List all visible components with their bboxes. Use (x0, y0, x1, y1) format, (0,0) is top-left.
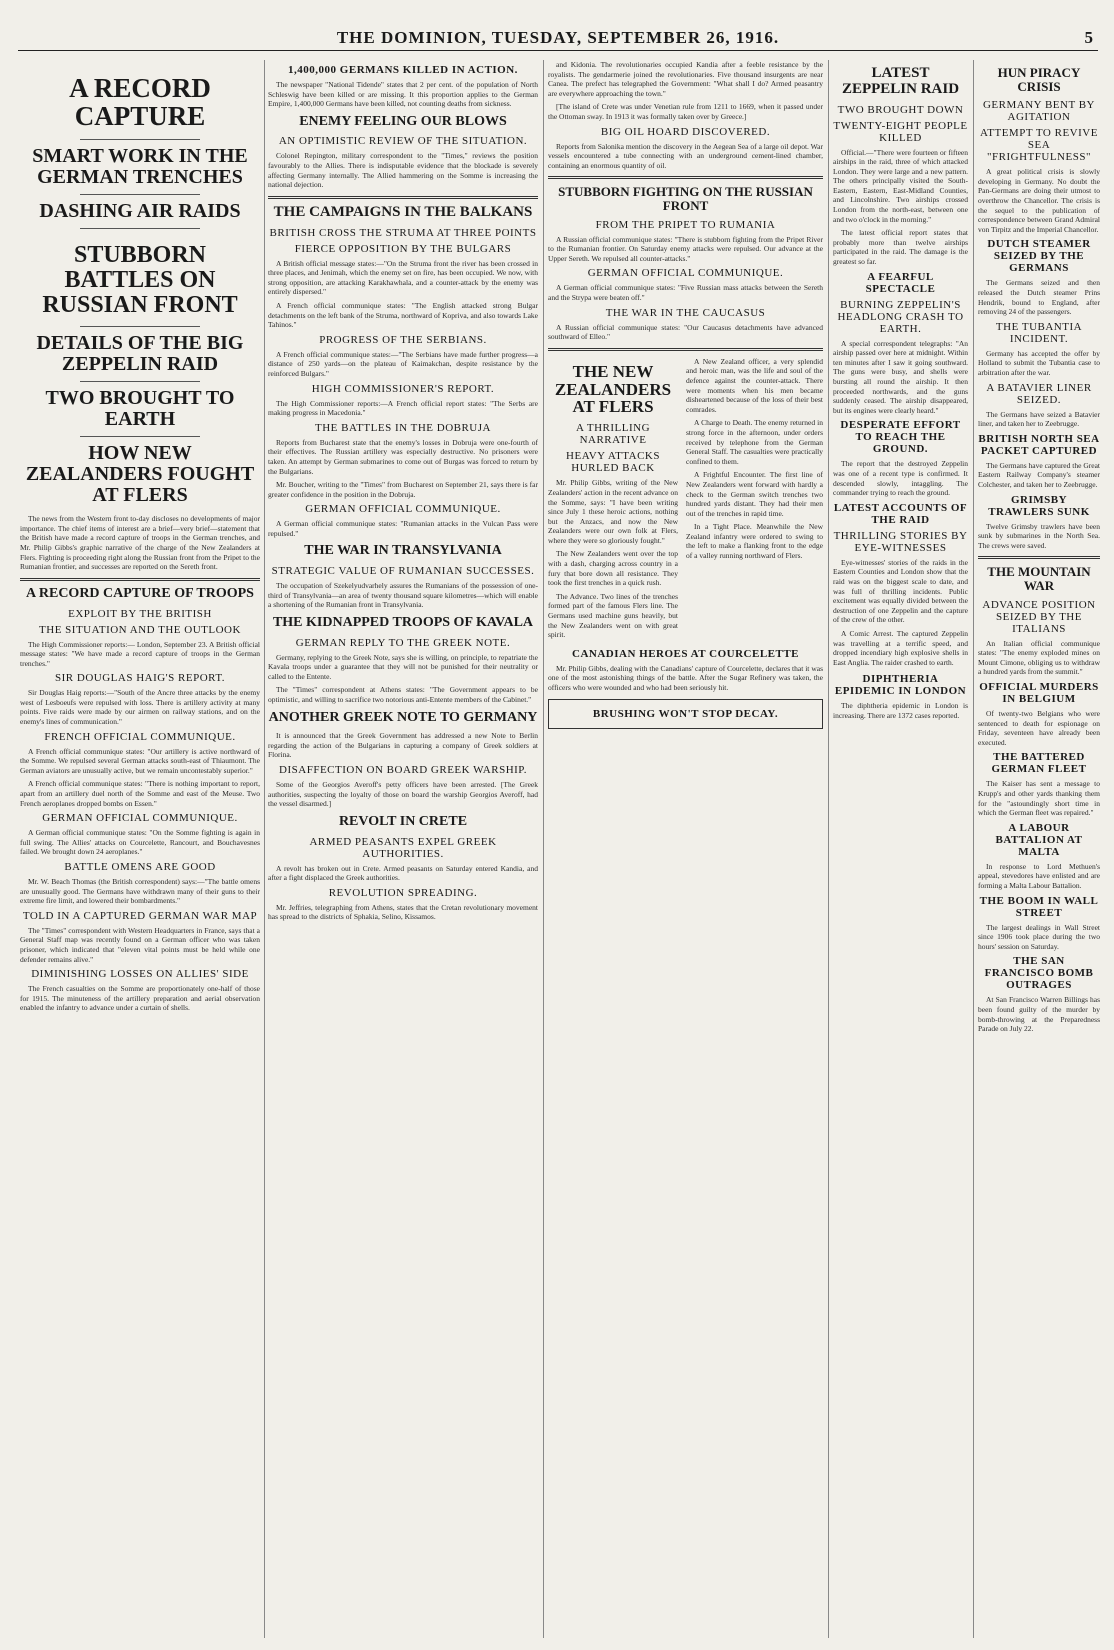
article-body: Some of the Georgios Averoff's petty officers have been arrested. [The Greek authorities, suspecting the loyalty of those on board the warship Georgios Averoff, had the vessel disarmed.] (268, 780, 538, 809)
article-body: The High Commissioner reports:— London, September 23. A British official message states: "We have made a record capture of troops in the German trenches." (20, 639, 260, 668)
subheading: FIERCE OPPOSITION BY THE BULGARS (294, 242, 512, 255)
subheading: OFFICIAL MURDERS IN BELGIUM (979, 681, 1099, 705)
headline: STUBBORN FIGHTING ON THE RUSSIAN FRONT (558, 184, 813, 213)
subheading: THE SAN FRANCISCO BOMB OUTRAGES (984, 955, 1094, 992)
divider (80, 381, 200, 382)
article-body: The High Commissioner reports:—A French official report states: "The Serbs are making progress in Macedonia." (268, 398, 538, 418)
article-body: Mr. W. Beach Thomas (the British correspondent) says:—"The battle omens are unusually good. The Germans have withdrawn many of their guns to their extreme fire limit, and lowered their bombardments." (20, 877, 260, 906)
article-body: Germany has accepted the offer by Holland to submit the Tubantia case to arbitration after the war. (978, 348, 1100, 377)
column-rule (973, 60, 974, 1638)
subheading: BRITISH CROSS THE STRUMA AT THREE POINTS (269, 226, 537, 239)
headline: THE NEW ZEALANDERS AT FLERS (554, 361, 672, 417)
article-body: and Kidonia. The revolutionaries occupied Kandia after a feeble resistance by the royalists. The gendarmerie joined the revolutionaries. Five thousand insurgents are near Canea. The prefect has telegraphed the Government: "What shall I do? Armed peasantry are everywhere approaching the town." [The island of Crete was under Venetian rule from 1211 to 1669, when it passed under the Ottoman sway. In 1913 it was formally taken over by Greece.] (548, 60, 823, 121)
article-body: A German official communique states: "Rumanian attacks in the Vulcan Pass were repulsed." (268, 519, 538, 538)
divider (80, 139, 200, 140)
section-heading: A RECORD CAPTURE OF TROOPS (26, 585, 254, 601)
article-body: It is announced that the Greek Government has addressed a new Note to Berlin regarding the action of the Bulgarians in capturing a company of Greek soldiers at Florina. (268, 731, 538, 760)
subheading: DIPHTHERIA EPIDEMIC IN LONDON (834, 673, 967, 698)
divider (268, 196, 538, 199)
subheading: THE BATTLES IN THE DOBRUJA (315, 421, 491, 434)
subheading: A FEARFUL SPECTACLE (865, 270, 936, 295)
headline: DASHING AIR RAIDS (39, 199, 241, 222)
article-body: A special correspondent telegraphs: "An airship passed over here at midnight. Within ten minutes after I saw it going southward. The guns were busy, and shells were bursting all round the airship. It then proceeded northwards, and the guns suddenly ceased. The airship disappeared, but its engines were clearly heard." (833, 338, 968, 415)
subheading: GERMAN OFFICIAL COMMUNIQUE. (305, 503, 501, 516)
article-body: The Germans seized and then released the Dutch steamer Prins Hendrik, bound to England, after removing 24 of the passengers. (978, 278, 1100, 317)
article-body: The "Times" correspondent with Western Headquarters in France, says that a General Staff map was recently found on a German officer who was taken prisoner, which indicated that "eleven vital points must be held while one defender remains alive." (20, 925, 260, 964)
subheading: LATEST ACCOUNTS OF THE RAID (833, 501, 968, 526)
article-body: An Italian official communique states: "The enemy exploded mines on Mount Cimone, obliging us to withdraw a hundred yards from the summit." (978, 638, 1100, 677)
article-body: The French casualties on the Somme are proportionately one-half of those for 1915. The minuteness of the artillery preparation and aerial observation enabled the infantry to advance under a curtain of shells. (20, 984, 260, 1013)
subheading: GERMAN REPLY TO THE GREEK NOTE. (295, 636, 511, 649)
article-body: A German official communique states: "On the Somme fighting is again in full swing. The Allies' attacks on Courcelette, Rancourt, and Bouchavesnes failed. We brought down 24 aeroplanes." (20, 828, 260, 857)
section-heading: ANOTHER GREEK NOTE TO GERMANY (268, 709, 538, 725)
headline: LATEST ZEPPELIN RAID (841, 65, 960, 97)
column-4 (833, 60, 968, 1640)
subheading: HEAVY ATTACKS HURLED BACK (566, 450, 660, 475)
column-rule (828, 60, 829, 1638)
article-body: The Kaiser has sent a message to Krupp's and other yards thanking them for the "astoundingly short time in which the German fleet was repaired." (978, 779, 1100, 818)
article-body: Sir Douglas Haig reports:—"South of the Ancre three attacks by the enemy west of Lesboeufs were repulsed with loss. There is artillery activity at many points. Five raids were made by our airmen on railway stations, and on the enemy's lines of communication." (20, 688, 260, 727)
article-body: A French official communique states:—"The Serbians have made further progress—a distance of 250 yards—on the plateau of Kaimakchan, despite resistance by the reinforced Bulgars." (268, 349, 538, 378)
subheading: REVOLUTION SPREADING. (328, 886, 478, 899)
headline: SMART WORK IN THE GERMAN TRENCHES (32, 144, 248, 188)
subheading: DUTCH STEAMER SEIZED BY THE GERMANS (987, 238, 1091, 275)
article-body: A British official message states:—"On the Struma front the river has been crossed in three places, and Jenimah, which the enemy set on fire, has been occupied. We now, with strong opposition, are attacking Karakhawhala, and a counter-attack by the enemy was entirely dispersed." A French official communique states: "The English attacked strong Bulgar detachments on the left bank of the Struma, northward of Kopriva, and also towards Lake Tahinos." (268, 258, 538, 330)
ad-heading: BRUSHING WON'T STOP DECAY. (592, 707, 779, 720)
article-body: A Russian official communique states: "Our Caucasus detachments have advanced southward of Elleo." (548, 322, 823, 342)
subheading: THE SITUATION AND THE OUTLOOK (39, 623, 241, 636)
subheading: TWENTY-EIGHT PEOPLE KILLED (833, 119, 968, 144)
subheading: ADVANCE POSITION SEIZED BY THE ITALIANS (982, 598, 1096, 635)
article-body: Reports from Salonika mention the discovery in the Aegean Sea of a large oil depot. War vessels encountered a tube connecting with an underground cement-lined chamber, containing an enormous quantity of oil. (548, 141, 823, 170)
article-body: Reports from Bucharest state that the enemy's losses in Dobruja were one-fourth of their effectives. The Russian artillery was especially destructive. No prisoners were taken. An attempt by German submarines to come out of Burgas was forced to return by the Bulgarians. Mr. Boucher, writing to the "Times" from Bucharest on September 21, says there is far greater confidence in the position in the Dobruja. (268, 437, 538, 499)
article-body: The occupation of Szekelyudvarhely assures the Rumanians of the possession of one-third of Transylvania—an area of twenty thousand square kilometres—which will enable a shortening of the Rumanian front in Transylvania. (268, 581, 538, 610)
article-body: Colonel Repington, military correspondent to the "Times," reviews the position favourably to the Allies. There is indisputable evidence that the blockade is severely affecting Germany internally. The Allied hammering on the Somme is increasing the national dejection. (268, 151, 538, 190)
article-intro: The news from the Western front to-day discloses no developments of major importance. The chief items of interest are a brief—very brief—statement that the British have made a record capture of troops in the German trenches, and Mr. Philip Gibbs's graphic narrative of the charge of the New Zealanders at Flers. Fighting is proceeding right along the Russian front from the Pripet to the Rumanian frontier, and successes are reported on the Sereth front. (20, 514, 260, 572)
headline: HUN PIRACY CRISIS (997, 65, 1081, 94)
article-body: Germany, replying to the Greek Note, says she is willing, on principle, to repatriate the Kavala troops under a guarantee that they will not be punished for their neutrality or called to the Entente. The "Times" correspondent at Athens states: "The Government appears to be optimistic, and willing to sacrifice two notorious anti-Entente members of the Cabinet." (268, 652, 538, 704)
subheading: TOLD IN A CAPTURED GERMAN WAR MAP (22, 909, 258, 922)
divider (80, 326, 200, 327)
newspaper-title: THE DOMINION, TUESDAY, SEPTEMBER 26, 1916. (336, 28, 780, 47)
article-body: Official.—"There were fourteen or fifteen airships in the raid, three of which attacked London. They were large and a new pattern. The others principally visited the South-Eastern, Eastern, East-Midland Counties, and Lincolnshire. Two airships crossed London from the north-east, between one and two o'clock in the morning." The latest official report states that probably more than twelve airships participated in the raid. The damage is the greatest so far. (833, 147, 968, 267)
divider (548, 348, 823, 351)
divider (80, 228, 200, 229)
subheading: ARMED PEASANTS EXPEL GREEK AUTHORITIES. (309, 835, 497, 860)
subheading: A BATAVIER LINER SEIZED. (986, 381, 1092, 406)
article-body: A New Zealand officer, a very splendid and heroic man, was the life and soul of the defence against the counter-attack. There were moments when his men became disheartened because of the loss of their best comrades. A Charge to Death. The enemy returned in strong force in the afternoon, under orders received by telephone from the German General Staff. The casualties were practically confined to them. A Frightful Encounter. The first line of New Zealanders went forward with hardly a check to the German switch trenches two hundred yards distant. They had their men out of the trenches in rapid time. In a Tight Place. Meanwhile the New Zealand infantry were ordered to swing to the left to make a flanking front to the edge of a valley running northward of Flers. (686, 356, 823, 561)
article-body: Mr. Jeffries, telegraphing from Athens, states that the Cretan revolutionary movement has spread to the districts of Sphakia, Selino, Kissamos. (268, 902, 538, 922)
subheading: BURNING ZEPPELIN'S HEADLONG CRASH TO EARTH. (837, 298, 964, 335)
subheading: DISAFFECTION ON BOARD GREEK WARSHIP. (279, 764, 527, 777)
subheading: GERMAN OFFICIAL COMMUNIQUE. (587, 267, 784, 280)
article-body: A Russian official communique states: "There is stubborn fighting from the Pripet River to the Rumanian frontier. On Saturday enemy attacks were repulsed. Our advance at the Upper Sereth. We repulsed all counter-attacks." (548, 234, 823, 263)
subheading: THE BOOM IN WALL STREET (979, 894, 1099, 919)
flers-article (548, 357, 823, 644)
section-heading: THE KIDNAPPED TROOPS OF KAVALA (272, 614, 534, 630)
section-heading: REVOLT IN CRETE (338, 813, 468, 829)
article-body: Eye-witnesses' stories of the raids in the Eastern Counties and London show that the raid was on the biggest scale to date, and was full of thrilling incidents. Public excitement was equally divided between the destruction of one Zeppelin and the capture of the crew of the other. A Comic Arrest. The captured Zeppelin was travelling at a terrific speed, and dropped incendiary high explosive shells in East Anglia. The raider crashed to earth. (833, 557, 968, 667)
subheading: EXPLOIT BY THE BRITISH (68, 607, 212, 620)
subheading: CANADIAN HEROES AT COURCELETTE (572, 647, 799, 660)
subheading: BRITISH NORTH SEA PACKET CAPTURED (978, 432, 1100, 457)
article-body: A French official communique states: "Our artillery is active northward of the Somme. We repulsed several German attacks south-east of Thiaumont. The German aviators are unusually active, but we remain uncontestably superior." A French official communique states: "There is nothing important to report, apart from an artillery duel north of the Somme and east of the Meuse. Two French aeroplanes dropped bombs on Essen." (20, 746, 260, 808)
advertisement (548, 699, 823, 729)
subheading: STRATEGIC VALUE OF RUMANIAN SUCCESSES. (271, 565, 535, 578)
subheading: 1,400,000 GERMANS KILLED IN ACTION. (288, 64, 518, 76)
column-rule (543, 60, 544, 1638)
subheading: A LABOUR BATTALION AT MALTA (995, 821, 1083, 858)
article-body: At San Francisco Warren Billings has been found guilty of the murder by bomb-throwing at the Preparedness Parade on July 22. (978, 995, 1100, 1034)
subheading: THRILLING STORIES BY EYE-WITNESSES (833, 529, 968, 554)
subheading: DIMINISHING LOSSES ON ALLIES' SIDE (31, 968, 249, 981)
page-number: 5 (1084, 28, 1094, 47)
article-body: A revolt has broken out in Crete. Armed peasants on Saturday entered Kandia, and after a fight displaced the Greek authorities. (268, 863, 538, 883)
section-heading: ENEMY FEELING OUR BLOWS (299, 113, 507, 129)
column-1 (20, 60, 260, 1640)
subheading: PROGRESS OF THE SERBIANS. (319, 333, 487, 346)
subheading: BIG OIL HOARD DISCOVERED. (600, 125, 771, 138)
subheading: HIGH COMMISSIONER'S REPORT. (311, 382, 495, 395)
subheading: THE BATTERED GERMAN FLEET (991, 751, 1087, 776)
article-body: A great political crisis is slowly developing in Germany. No doubt the Pan-Germans are doing their utmost to overthrow the Chancellor. The crisis is the sequel to the publication of correspondence between Grand Admiral von Tirpitz and the Imperial Chancellor. (978, 167, 1100, 234)
column-2 (268, 60, 538, 1640)
subheading: AN OPTIMISTIC REVIEW OF THE SITUATION. (278, 135, 528, 148)
headline-record-capture: A RECORD CAPTURE (69, 73, 211, 132)
article-body: The Germans have seized a Batavier liner, and taken her to Zeebrugge. (978, 409, 1100, 429)
headline: THE CAMPAIGNS IN THE BALKANS (273, 203, 533, 220)
headline: HOW NEW ZEALANDERS FOUGHT AT FLERS (25, 442, 255, 507)
subheading: THE WAR IN THE CAUCASUS (605, 306, 766, 319)
column-3 (548, 60, 823, 1640)
article-body: The Germans have captured the Great Eastern Railway Company's steamer Colchester, and taken her to Zeebrugge. (978, 460, 1100, 489)
article-body: Of twenty-two Belgians who were sentenced to death for espionage on Friday, seventeen have already been executed. (978, 709, 1100, 747)
subheading: ATTEMPT TO REVIVE SEA "FRIGHTFULNESS" (980, 127, 1098, 164)
subheading: A THRILLING NARRATIVE (575, 422, 651, 447)
divider (80, 436, 200, 437)
article-body: Twelve Grimsby trawlers have been sunk by submarines in the North Sea. The crews were saved. (978, 521, 1100, 550)
divider (548, 176, 823, 179)
masthead (18, 28, 1098, 51)
article-body: A German official communique states: "Five Russian mass attacks between the Sereth and the Strypa were beaten off." (548, 283, 823, 302)
headline: TWO BROUGHT TO EARTH (45, 387, 235, 431)
subheading: GERMANY BENT BY AGITATION (982, 99, 1095, 124)
article-body: The newspaper "National Tidende" states that 2 per cent. of the population of North Schleswig have been killed or are missing. It this proportion applies to the German Empire, 1,400,000 Germans have been killed, not counting deaths from sickness. (268, 80, 538, 109)
divider (20, 578, 260, 581)
headline: THE MOUNTAIN WAR (987, 564, 1091, 593)
article-body: The report that the destroyed Zeppelin was one of a recent type is confirmed. It descended slowly, intaggling. The commander trying to reach the ground. (833, 459, 968, 498)
subheading: SIR DOUGLAS HAIG'S REPORT. (55, 672, 225, 685)
subheading: FROM THE PRIPET TO RUMANIA (595, 218, 776, 231)
divider (80, 194, 200, 195)
subheading: DESPERATE EFFORT TO REACH THE GROUND. (840, 419, 961, 456)
subheading: BATTLE OMENS ARE GOOD (64, 861, 216, 873)
subheading: GRIMSBY TRAWLERS SUNK (988, 493, 1090, 518)
column-5 (978, 60, 1100, 1640)
subheading: TWO BROUGHT DOWN (837, 103, 964, 116)
headline: DETAILS OF THE BIG ZEPPELIN RAID (36, 332, 244, 376)
divider (978, 556, 1100, 559)
subheading: THE TUBANTIA INCIDENT. (995, 320, 1083, 345)
article-body: The largest dealings in Wall Street since 1906 took place during the two hours' session on Saturday. (978, 922, 1100, 951)
article-body: In response to Lord Methuen's appeal, stevedores have enlisted and are forming a Malta Labour Battalion. (978, 861, 1100, 890)
column-rule (264, 60, 265, 1638)
subheading: FRENCH OFFICIAL COMMUNIQUE. (44, 730, 236, 743)
section-heading: THE WAR IN TRANSYLVANIA (304, 543, 502, 559)
subheading: GERMAN OFFICIAL COMMUNIQUE. (42, 812, 238, 825)
article-body: Mr. Philip Gibbs, dealing with the Canadians' capture of Courcelette, declares that it was one of the most astonishing things of the battle. After the Sugar Refinery was taken, the officers who were wounded and who had been seriously hit. (548, 663, 823, 692)
headline: STUBBORN BATTLES ON RUSSIAN FRONT (42, 241, 238, 319)
article-body: The diphtheria epidemic in London is increasing. There are 1372 cases reported. (833, 701, 968, 720)
article-body: Mr. Philip Gibbs, writing of the New Zealanders' action in the recent advance on the Somme, says: "I have been writing since July 1 these heroic actions, nothing but the Anzacs, and now the New Zealanders were our own folk at Flers, where they were so gloriously fought." The New Zealanders went over the top with a dash, charging across country in a fury that bore down all resistance. They took the first trenches in a quick rush. The Advance. Two lines of the trenches formed part of the famous Flers line. The Germans used machine guns heavily, but the New Zealanders went on with great spirit. (548, 478, 678, 640)
